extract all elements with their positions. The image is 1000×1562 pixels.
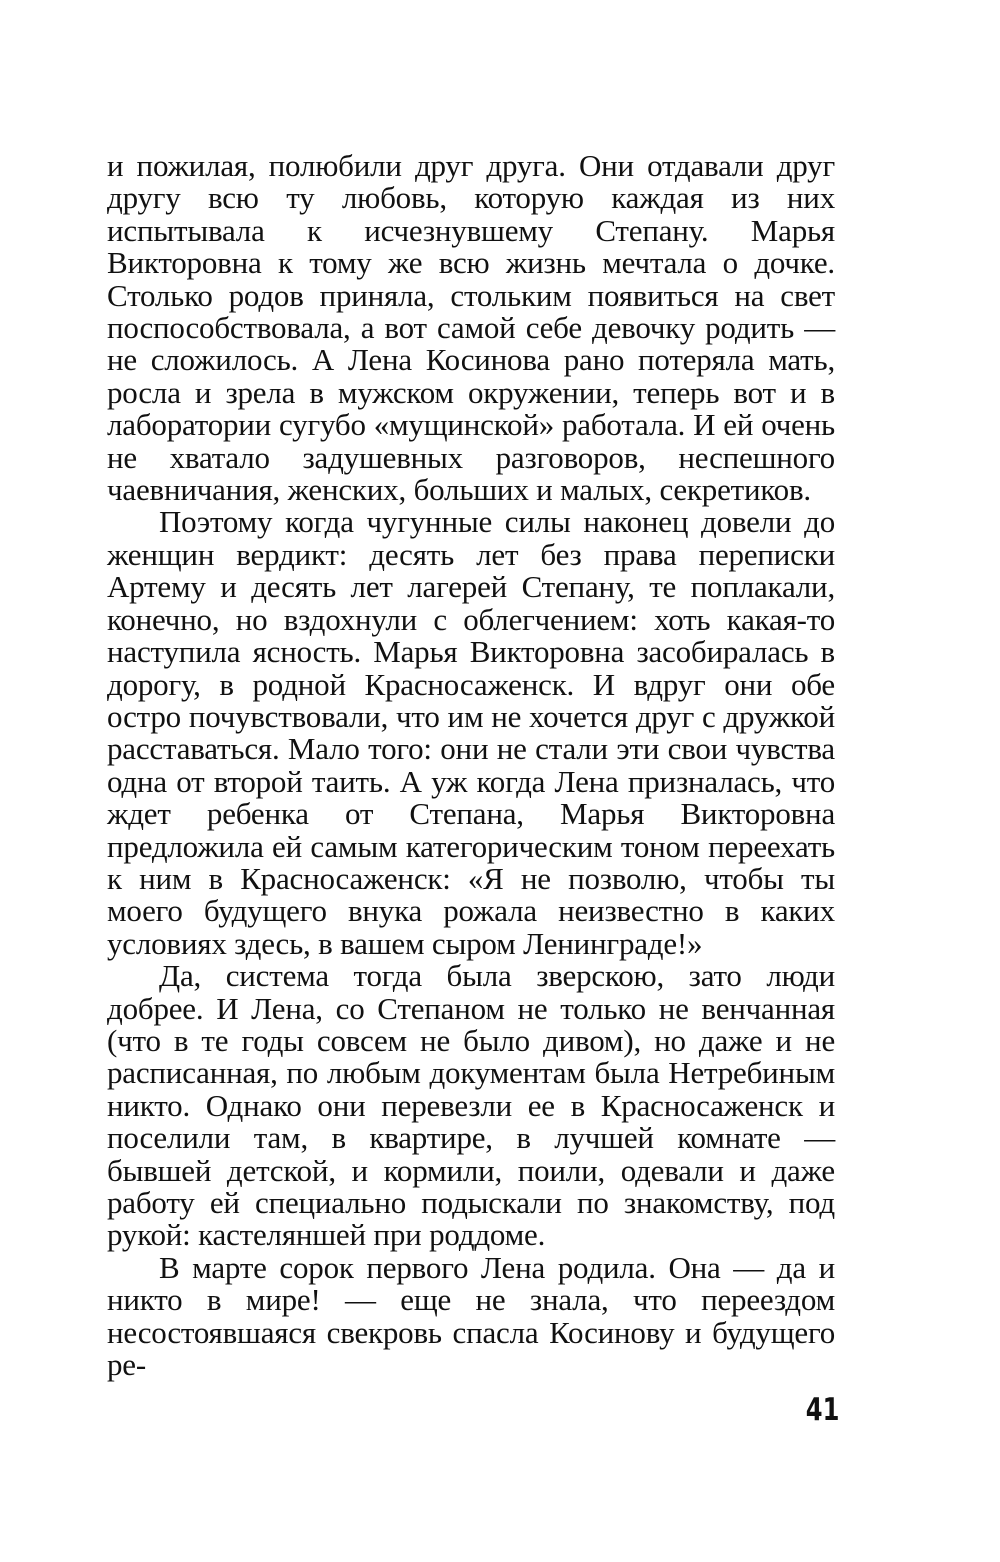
paragraph-3: Да, система тогда была зверскою, зато люди добрее. И Лена, со Степаном не только не венчанная (что в те годы совсем не было дивом), но даже и не расписанная, по любым документам была Нетребиным никто. Однако они перевезли ее в Красносаженск и поселили там, в квартире, в лучшей комнате — бывшей детской, и кормили, поили, одевали и даже работу ей специально подыскали по знакомству, под рукой: кастеляншей при роддоме. bbox=[107, 958, 835, 1253]
body-text bbox=[107, 150, 835, 1381]
page-number: 41 bbox=[805, 1392, 840, 1428]
paragraph-4: В марте сорок первого Лена родила. Она — да и никто в мире! — еще не знала, что переездом несостоявшаяся свекровь спасла Косинову и будущего ре- bbox=[107, 1249, 835, 1383]
paragraph-1: и пожилая, полюбили друг друга. Они отдавали друг другу всю ту любовь, которую каждая из них испытывала к исчезнувшему Степану. Марья Викторовна к тому же всю жизнь мечтала о дочке. Столько родов приняла, стольким появиться на свет поспособствовала, а вот самой себе девочку родить — не сложилось. А Лена Косинова рано потеряла мать, росла и зрела в мужском окружении, теперь вот и в лаборатории сугубо «мущинской» работала. И ей очень не хватало задушевных разговоров, неспешного чаевничания, женских, больших и малых, секретиков. bbox=[107, 148, 835, 508]
paragraph-2: Поэтому когда чугунные силы наконец довели до женщин вердикт: десять лет без права переписки Артему и десять лет лагерей Степану, те поплакали, конечно, но вздохнули с облегчением: хоть какая-то наступила ясность. Марья Викторовна засобиралась в дорогу, в родной Красносаженск. И вдруг они обе остро почувствовали, что им не хочется друг с дружкой расставаться. Мало того: они не стали эти свои чувства одна от второй таить. А уж когда Лена призналась, что ждет ребенка от Степана, Марья Викторовна предложила ей самым категорическим тоном переехать к ним в Красносаженск: «Я не позволю, чтобы ты моего будущего внука рожала неизвестно в каких условиях здесь, в вашем сыром Ленинграде!» bbox=[107, 504, 835, 961]
